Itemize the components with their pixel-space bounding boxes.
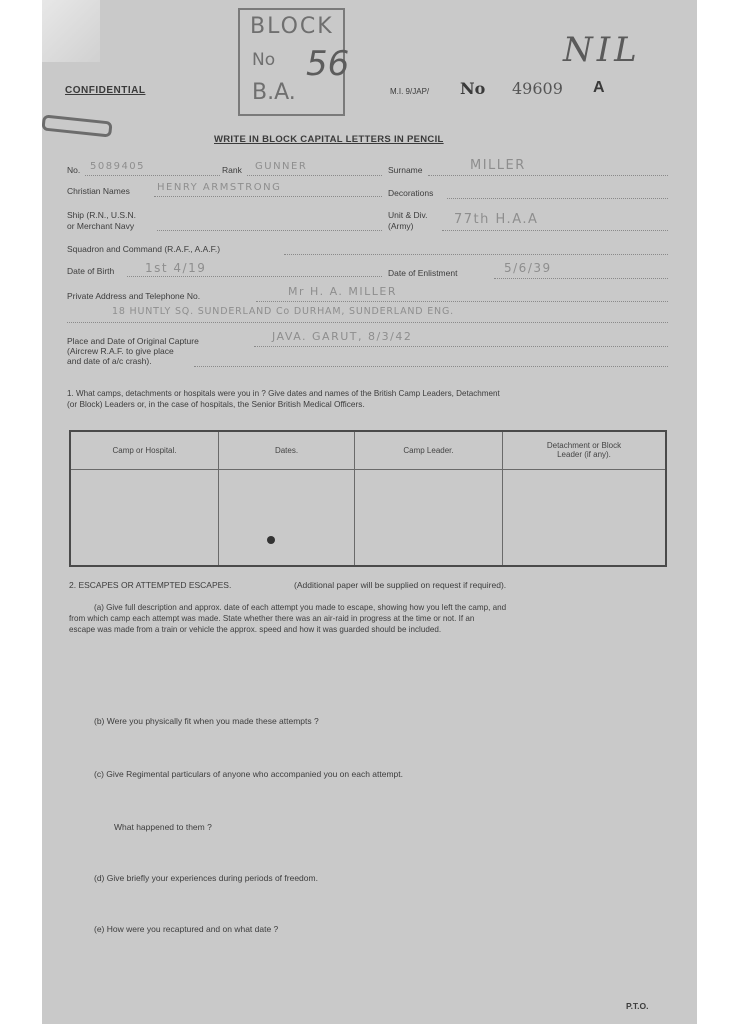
col-camp-hospital: Camp or Hospital. [70,431,219,469]
dob-field-line [127,276,382,277]
section-1-text-1: 1. What camps, detachments or hospitals were you in ? Give dates and names of the British Camp Leaders, Detachment [67,389,500,398]
capture-field-line-1 [254,346,668,347]
block-stamp [238,8,350,116]
enlistment-field-line [494,278,668,279]
squadron-field-line [284,254,668,255]
address-value-1[interactable]: Mr H. A. MILLER [288,285,397,298]
dates-cell[interactable] [219,469,355,566]
capture-value[interactable]: JAVA. GARUT, 8/3/42 [272,330,413,343]
tape-corner [42,0,100,62]
ink-dot [267,536,275,544]
question-a-line-3: escape was made from a train or vehicle the approx. speed and how it was guarded should be included. [69,625,442,634]
col-dates: Dates. [219,431,355,469]
stamp-line-3: B.A. [252,80,296,105]
instruction-heading: WRITE IN BLOCK CAPITAL LETTERS IN PENCIL [214,134,444,145]
camp-table-body-row [70,469,666,566]
col-detachment-leader-line-2: Leader (if any). [557,450,611,460]
capture-label-2: (Aircrew R.A.F. to give place [67,346,174,356]
col-detachment-leader [503,431,667,469]
question-a-line-1: (a) Give full description and approx. date of each attempt you made to escape, showing how you left the camp, and [94,603,507,612]
christian-names-field-line [154,196,382,197]
enlistment-field-value[interactable]: 5/6/39 [504,261,552,275]
form-number: 49609 [512,79,563,98]
unit-field-line [442,230,668,231]
camp-table-header-row [70,431,666,469]
no-field-value[interactable]: 5089405 [90,161,146,172]
section-1-text-2: (or Block) Leaders or, in the case of hospitals, the Senior British Medical Officers. [67,399,365,409]
question-e: (e) How were you recaptured and on what date ? [94,924,279,934]
question-d: (d) Give briefly your experiences during periods of freedom. [94,873,318,883]
address-field-line-1 [256,301,668,302]
ship-label-2: or Merchant Navy [67,221,135,231]
ship-field-line [157,230,382,231]
surname-field-line [428,175,668,176]
no-label: No. [67,165,81,175]
capture-field-line-2 [194,366,668,367]
address-value-2[interactable]: 18 HUNTLY SQ. SUNDERLAND Co DURHAM, SUNDERLAND ENG. [112,306,454,317]
unit-label-2: (Army) [388,221,414,231]
paper-clip-icon [42,114,113,137]
detachment-leader-cell[interactable] [503,469,667,566]
address-field-line-2 [67,322,668,323]
nil-annotation: NIL [563,30,641,70]
section-2-note: (Additional paper will be supplied on request if required). [294,580,507,590]
col-detachment-leader-line-1: Detachment or Block [546,441,622,451]
camp-leader-cell[interactable] [355,469,503,566]
address-label: Private Address and Telephone No. [67,291,201,301]
stamp-line-1: BLOCK [250,14,334,39]
unit-field-value[interactable]: 77th H.A.A [454,212,539,227]
rank-field-value[interactable]: GUNNER [255,161,308,172]
rank-label: Rank [222,165,242,175]
col-camp-leader: Camp Leader. [355,431,503,469]
decorations-field-line [447,198,668,199]
enlistment-label: Date of Enlistment [388,268,458,278]
decorations-label: Decorations [388,188,434,198]
question-c: (c) Give Regimental particulars of anyone who accompanied you on each attempt. [94,769,403,779]
question-c-followup: What happened to them ? [114,822,212,832]
dob-field-value[interactable]: 1st 4/19 [145,261,207,275]
rank-field-line [247,175,382,176]
unit-label-1: Unit & Div. [388,210,428,220]
ship-label-1: Ship (R.N., U.S.N. [67,210,136,220]
christian-names-label: Christian Names [67,186,130,196]
capture-label-3: and date of a/c crash). [67,356,152,366]
section-2-heading: 2. ESCAPES OR ATTEMPTED ESCAPES. [69,580,232,590]
stamp-handwritten-number: 56 [306,44,350,84]
no-field-line [85,175,220,176]
dob-label: Date of Birth [67,266,115,276]
surname-field-value[interactable]: MILLER [470,158,526,173]
camp-table [69,430,667,567]
christian-names-value[interactable]: HENRY ARMSTRONG [157,182,282,193]
stamp-line-2: No [252,50,276,70]
pto-label: P.T.O. [626,1001,649,1011]
capture-label-1: Place and Date of Original Capture [67,336,199,346]
form-page [42,0,697,1024]
form-suffix: A [593,79,605,96]
camp-cell[interactable] [70,469,219,566]
question-a-line-2: from which camp each attempt was made. State whether there was an air-raid in progress at the time or not. If an [69,614,475,623]
surname-label: Surname [388,165,423,175]
question-b: (b) Were you physically fit when you made these attempts ? [94,716,319,726]
number-label: No [460,79,486,98]
squadron-label: Squadron and Command (R.A.F., A.A.F.) [67,244,221,254]
form-ref: M.I. 9/JAP/ [390,87,430,96]
confidential-label: CONFIDENTIAL [65,85,146,96]
